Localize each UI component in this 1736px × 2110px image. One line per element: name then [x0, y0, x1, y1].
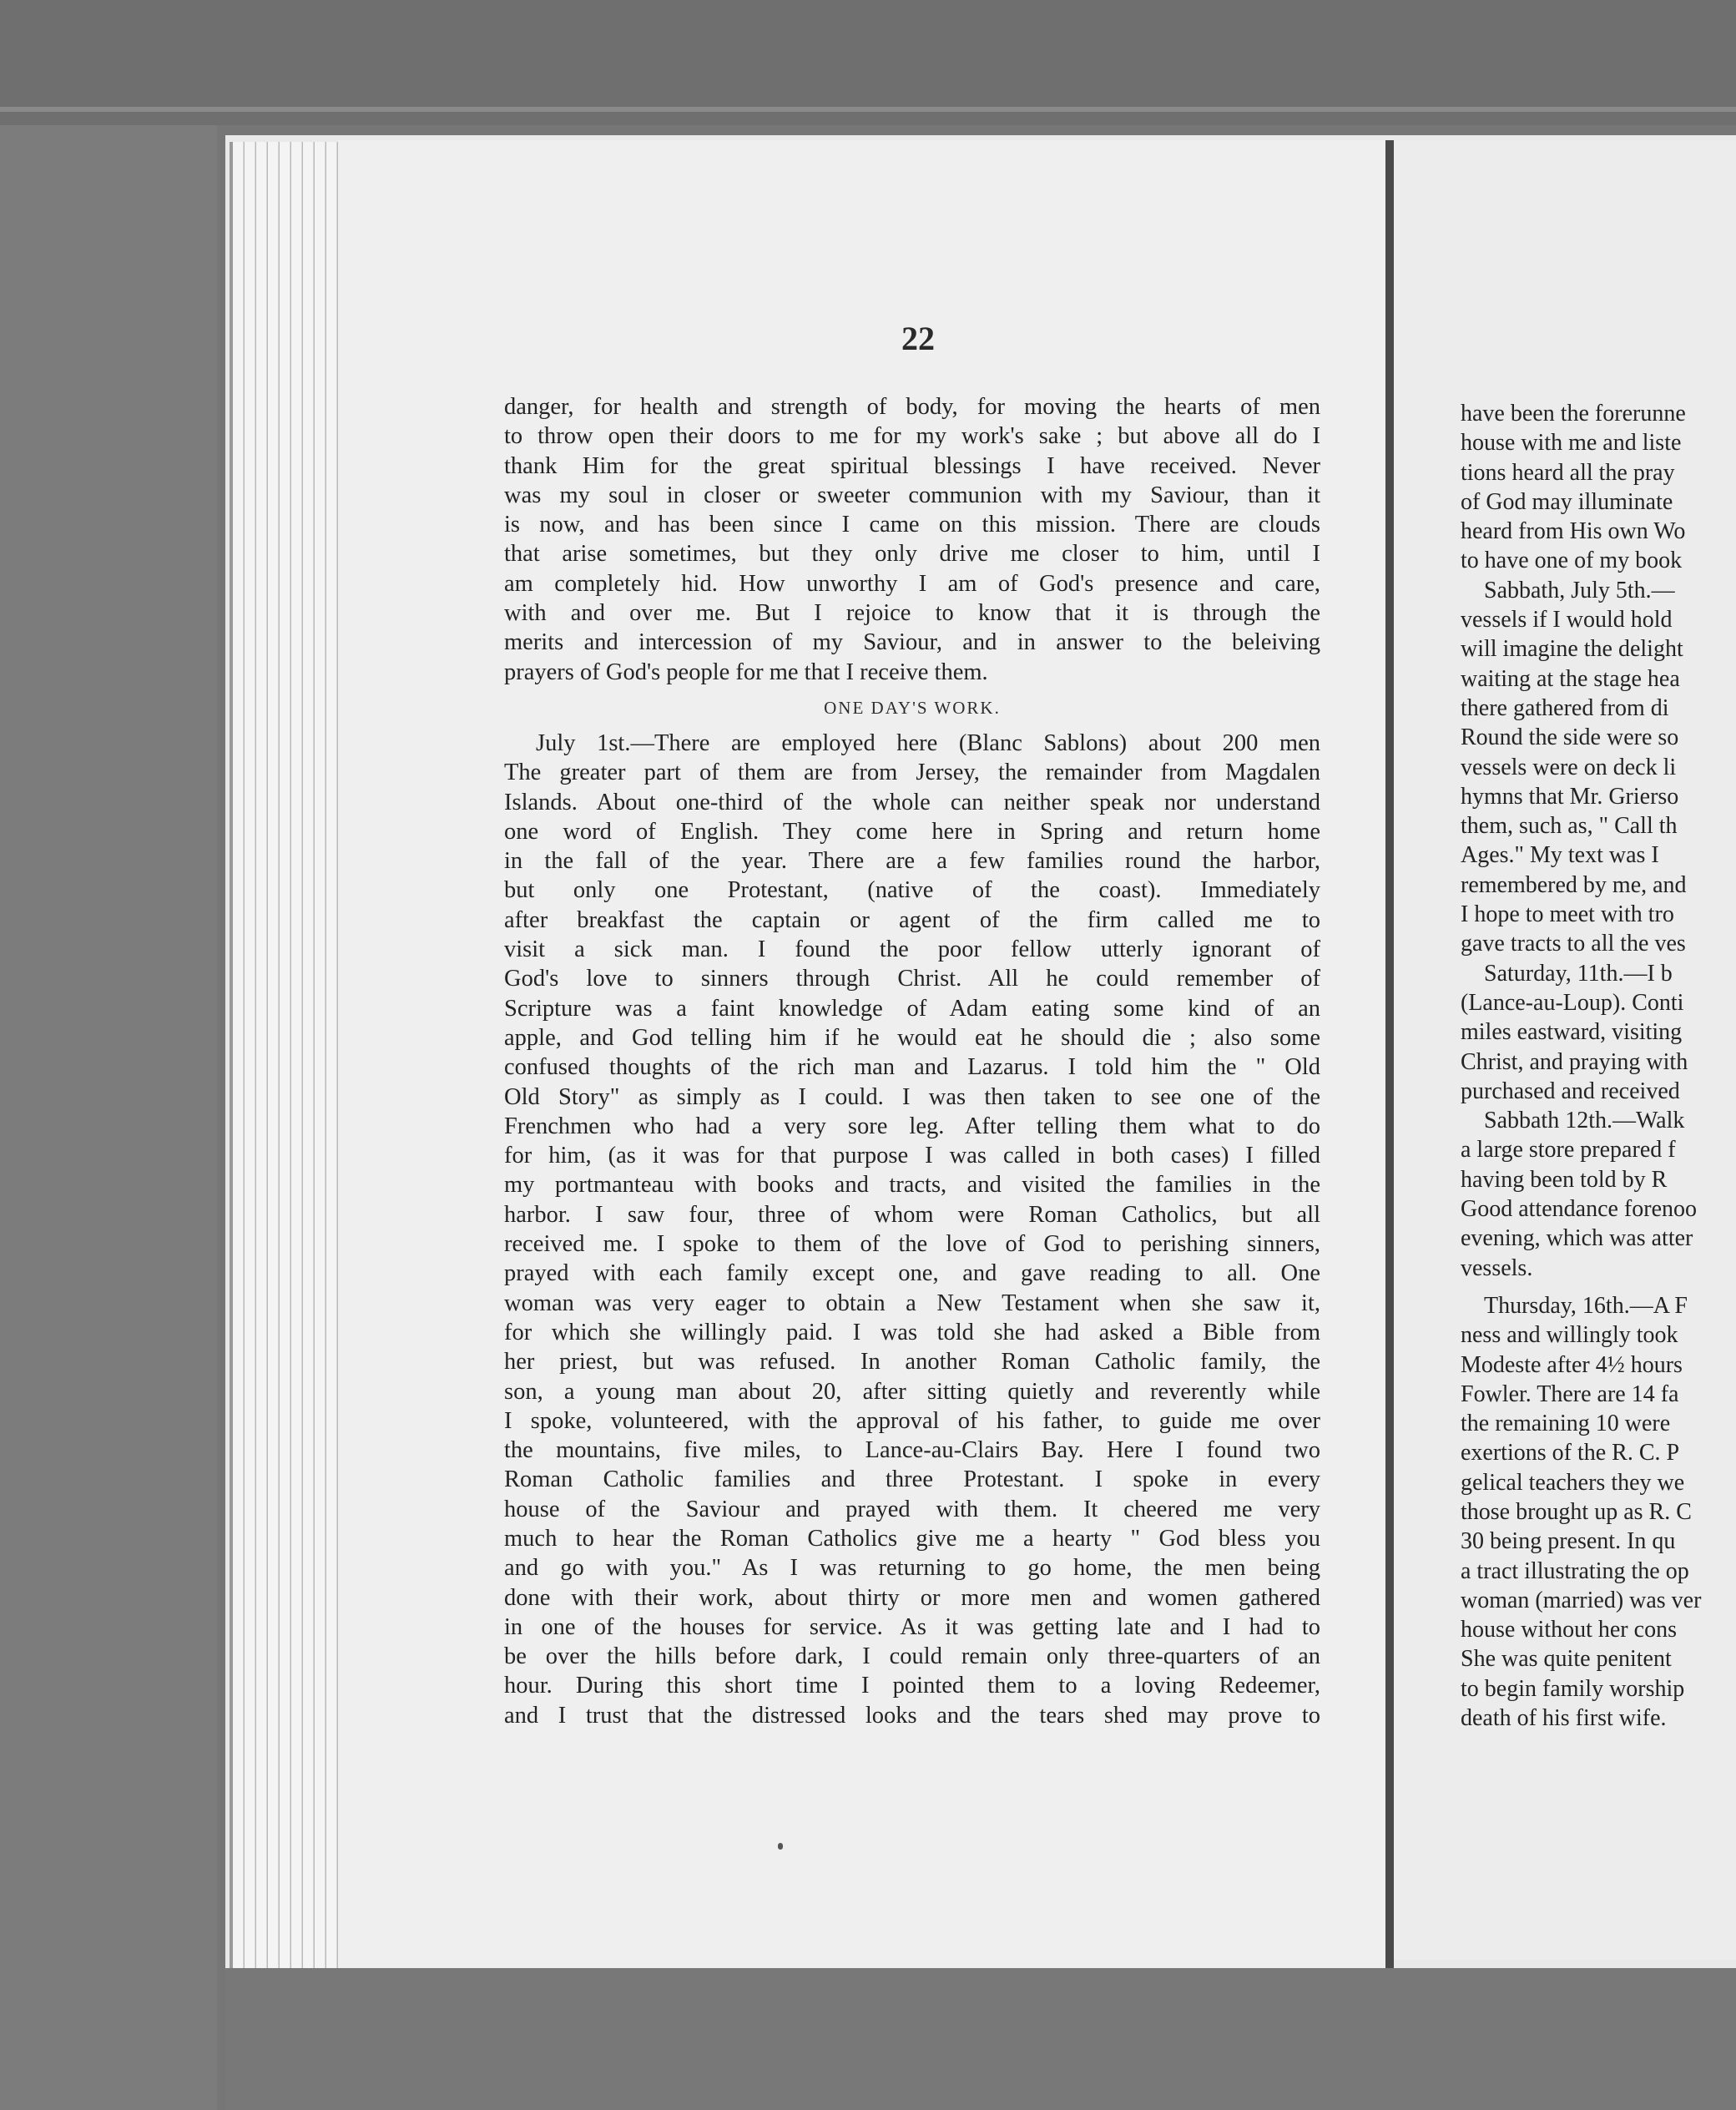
text-line: one word of English. They come here in Spring and return home: [504, 818, 1320, 845]
text-line: woman was very eager to obtain a New Testament when she saw it,: [504, 1290, 1320, 1316]
text-line: with and over me. But I rejoice to know that it is through the: [504, 600, 1320, 627]
text-line: a tract illustrating the op: [1461, 1557, 1689, 1584]
text-line: danger, for health and strength of body, for moving the hearts of men: [504, 394, 1320, 420]
text-line: house with me and liste: [1461, 430, 1682, 457]
text-line: ness and willingly took: [1461, 1322, 1678, 1349]
text-line: have been the forerunne: [1461, 401, 1686, 427]
text-line: evening, which was atter: [1461, 1225, 1693, 1252]
text-line: apple, and God telling him if he would eat he should die ; also some: [504, 1024, 1320, 1051]
text-line: visit a sick man. I found the poor fellow utterly ignorant of: [504, 936, 1320, 963]
text-line: God's love to sinners through Christ. All he could remember of: [504, 966, 1320, 992]
text-line: The greater part of them are from Jersey, the remainder from Magdalen: [504, 760, 1320, 786]
text-line: the mountains, five miles, to Lance-au-Clairs Bay. Here I found two: [504, 1437, 1320, 1464]
right-page-paragraphs: [1461, 399, 1736, 1733]
text-line: vessels were on deck li: [1461, 754, 1677, 780]
text-line: house of the Saviour and prayed with them. It cheered me very: [504, 1496, 1320, 1522]
text-line: to have one of my book: [1461, 548, 1683, 574]
text-line: Modeste after 4½ hours: [1461, 1351, 1683, 1378]
text-line: be over the hills before dark, I could remain only three-quarters of an: [504, 1643, 1320, 1670]
text-line: for which she willingly paid. I was told she had asked a Bible from: [504, 1319, 1320, 1345]
text-line: Fowler. There are 14 fa: [1461, 1381, 1679, 1407]
text-line: exertions of the R. C. P: [1461, 1440, 1680, 1466]
text-line: Christ, and praying with: [1461, 1048, 1688, 1075]
text-line: was my soul in closer or sweeter communion with my Saviour, than it: [504, 482, 1320, 508]
text-line: Frenchmen who had a very sore leg. After telling them what to do: [504, 1113, 1320, 1139]
text-line: having been told by R: [1461, 1166, 1668, 1193]
text-line: those brought up as R. C: [1461, 1498, 1692, 1525]
text-line: She was quite penitent: [1461, 1646, 1672, 1673]
text-line: remembered by me, and: [1461, 871, 1687, 898]
text-line: tions heard all the pray: [1461, 459, 1675, 486]
text-line: merits and intercession of my Saviour, and in answer to the beleiving: [504, 629, 1320, 656]
text-line: them, such as, " Call th: [1461, 813, 1678, 840]
text-line: in the fall of the year. There are a few families round the harbor,: [504, 848, 1320, 875]
text-line: done with their work, about thirty or more men and women gathered: [504, 1584, 1320, 1611]
text-line: there gathered from di: [1461, 694, 1669, 721]
page-number: 22: [901, 320, 935, 357]
text-line: Scripture was a faint knowledge of Adam eating some kind of an: [504, 995, 1320, 1022]
scan-edge-line: [0, 107, 1736, 112]
text-line: much to hear the Roman Catholics give me a hearty " God bless you: [504, 1525, 1320, 1552]
text-line: Sabbath, July 5th.—: [1484, 577, 1675, 603]
text-line: heard from His own Wo: [1461, 518, 1686, 545]
text-line: house without her cons: [1461, 1617, 1677, 1643]
page-edges: [230, 142, 341, 1970]
text-line: her priest, but was refused. In another Roman Catholic family, the: [504, 1349, 1320, 1376]
text-line: Sabbath 12th.—Walk: [1484, 1108, 1685, 1134]
text-line: received me. I spoke to them of the love of God to perishing sinners,: [504, 1231, 1320, 1258]
text-line: harbor. I saw four, three of whom were Roman Catholics, but all: [504, 1201, 1320, 1228]
text-line: Ages." My text was I: [1461, 842, 1659, 869]
text-line: woman (married) was ver: [1461, 1587, 1702, 1613]
text-line: I hope to meet with tro: [1461, 901, 1674, 928]
text-line: a large store prepared f: [1461, 1137, 1676, 1164]
right-page-text: [1461, 399, 1736, 1733]
text-line: son, a young man about 20, after sitting quietly and reverently while: [504, 1378, 1320, 1405]
scan-background-left: [0, 125, 217, 2110]
text-line: (Lance-au-Loup). Conti: [1461, 989, 1684, 1016]
text-line: I spoke, volunteered, with the approval of his father, to guide me over: [504, 1407, 1320, 1434]
paragraph-gratitude: [504, 392, 1320, 687]
text-line: the remaining 10 were: [1461, 1411, 1671, 1437]
text-line: to begin family worship: [1461, 1675, 1685, 1702]
text-line: July 1st.—There are employed here (Blanc Sablons) about 200 men: [536, 729, 1320, 756]
text-line: Saturday, 11th.—I b: [1484, 960, 1673, 987]
text-line: gave tracts to all the ves: [1461, 931, 1686, 957]
text-line: Round the side were so: [1461, 724, 1679, 751]
text-line: hour. During this short time I pointed them to a loving Redeemer,: [504, 1673, 1320, 1699]
text-line: but only one Protestant, (native of the coast). Immediately: [504, 877, 1320, 904]
text-line: prayed with each family except one, and gave reading to all. One: [504, 1260, 1320, 1287]
text-line: will imagine the delight: [1461, 636, 1683, 663]
text-line: that arise sometimes, but they only drive me closer to him, until I: [504, 541, 1320, 568]
text-line: am completely hid. How unworthy I am of God's presence and care,: [504, 570, 1320, 597]
text-line: in one of the houses for service. As it was getting late and I had to: [504, 1613, 1320, 1640]
text-line: for him, (as it was for that purpose I was called in both cases) I filled: [504, 1143, 1320, 1169]
text-line: death of his first wife.: [1461, 1705, 1667, 1732]
text-line: and go with you." As I was returning to go home, the men being: [504, 1555, 1320, 1582]
text-line: prayers of God's people for me that I receive them.: [504, 659, 988, 685]
text-line: vessels.: [1461, 1254, 1533, 1281]
text-line: vessels if I would hold: [1461, 607, 1673, 634]
text-line: to throw open their doors to me for my work's sake ; but above all do I: [504, 423, 1320, 450]
text-line: is now, and has been since I came on this mission. There are clouds: [504, 512, 1320, 538]
text-line: my portmanteau with books and tracts, and visited the families in the: [504, 1172, 1320, 1199]
text-line: confused thoughts of the rich man and Lazarus. I told him the " Old: [504, 1054, 1320, 1081]
text-line: Old Story" as simply as I could. I was then taken to see one of the: [504, 1083, 1320, 1110]
text-line: gelical teachers they we: [1461, 1469, 1685, 1496]
text-line: Good attendance forenoo: [1461, 1196, 1697, 1223]
text-line: and I trust that the distressed looks and the tears shed may prove to: [504, 1702, 1320, 1729]
paragraph-july-1st: [504, 729, 1320, 1730]
text-line: of God may illuminate: [1461, 488, 1673, 515]
book-gutter: [1385, 140, 1394, 1976]
text-line: Roman Catholic families and three Protestant. I spoke in every: [504, 1466, 1320, 1493]
text-line: after breakfast the captain or agent of the firm called me to: [504, 906, 1320, 933]
section-heading: ONE DAY'S WORK.: [824, 697, 1001, 718]
text-line: 30 being present. In qu: [1461, 1528, 1676, 1555]
text-line: hymns that Mr. Grierso: [1461, 783, 1679, 810]
scan-background-bottom: [225, 1968, 1736, 2110]
text-line: waiting at the stage hea: [1461, 665, 1680, 692]
ink-speck: [778, 1843, 783, 1850]
left-page-text: [504, 392, 1320, 1730]
text-line: miles eastward, visiting: [1461, 1019, 1683, 1046]
text-line: Islands. About one-third of the whole can neither speak nor understand: [504, 789, 1320, 815]
text-line: purchased and received: [1461, 1078, 1680, 1104]
text-line: thank Him for the great spiritual blessings I have received. Never: [504, 452, 1320, 479]
text-line: Thursday, 16th.—A F: [1484, 1292, 1688, 1319]
